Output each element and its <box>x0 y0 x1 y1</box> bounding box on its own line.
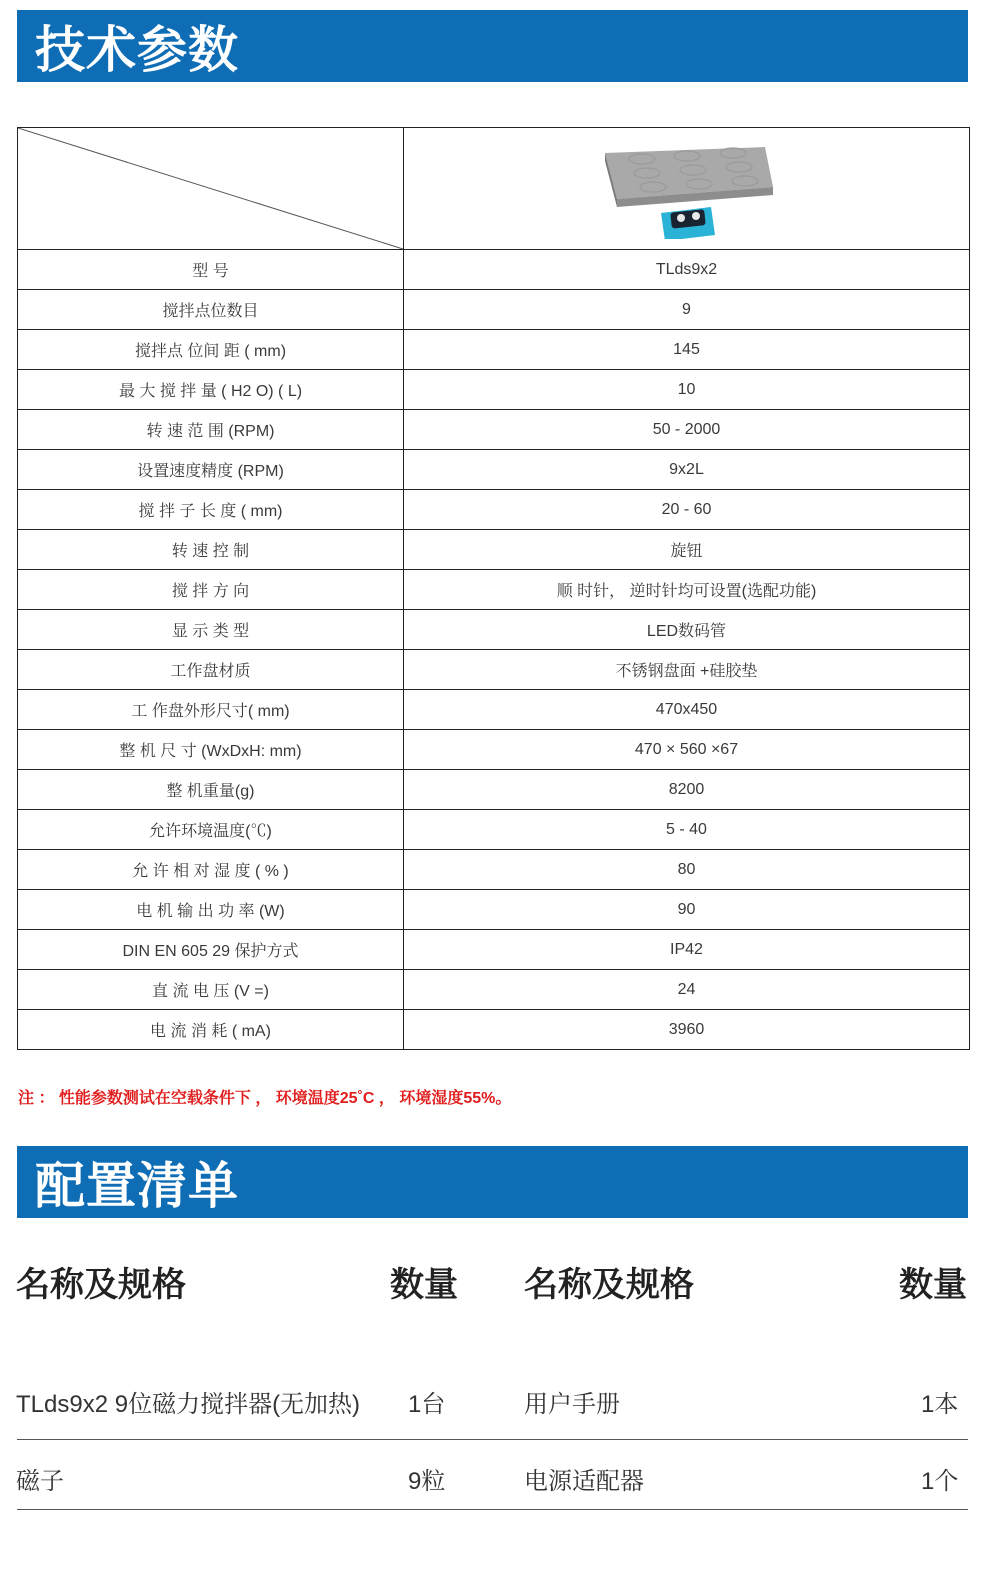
spec-row <box>18 410 970 450</box>
spec-label: 整 机 尺 寸 (WxDxH: mm) <box>18 730 404 770</box>
config-item-qty: 1个 <box>921 1468 959 1495</box>
section-title-specs: 技术参数 <box>35 21 239 79</box>
section-banner-config <box>17 1146 968 1218</box>
config-item-name: 磁子 <box>16 1468 64 1495</box>
spec-value: 8200 <box>404 770 970 810</box>
spec-label: 最 大 搅 拌 量 ( H2 O) ( L) <box>18 370 404 410</box>
spec-value: 90 <box>404 890 970 930</box>
spec-row <box>18 1010 970 1050</box>
spec-label: 搅 拌 子 长 度 ( mm) <box>18 490 404 530</box>
spec-value: 9x2L <box>404 450 970 490</box>
spec-value: 顺 时针， 逆时针均可设置(选配功能) <box>404 570 970 610</box>
config-row-divider <box>17 1439 968 1440</box>
magnetic-stirrer-image <box>587 139 787 239</box>
spec-value: 470 × 560 ×67 <box>404 730 970 770</box>
spec-value: 5 - 40 <box>404 810 970 850</box>
spec-value: LED数码管 <box>404 610 970 650</box>
spec-label: 搅拌点位数目 <box>18 290 404 330</box>
spec-row <box>18 330 970 370</box>
spec-value: 24 <box>404 970 970 1010</box>
config-header-name-left: 名称及规格 <box>16 1265 186 1305</box>
spec-value: 145 <box>404 330 970 370</box>
config-item-qty: 1本 <box>921 1391 959 1418</box>
spec-label: 直 流 电 压 (V =) <box>18 970 404 1010</box>
spec-label: 搅 拌 方 向 <box>18 570 404 610</box>
spec-row <box>18 450 970 490</box>
config-header-name-right: 名称及规格 <box>524 1265 694 1305</box>
spec-label: 转 速 范 围 (RPM) <box>18 410 404 450</box>
spec-label: 允许环境温度(℃) <box>18 810 404 850</box>
spec-row <box>18 850 970 890</box>
spec-row <box>18 730 970 770</box>
spec-value: 3960 <box>404 1010 970 1050</box>
config-item-name: 电源适配器 <box>524 1468 644 1495</box>
spec-row <box>18 770 970 810</box>
spec-value: 不锈钢盘面 +硅胶垫 <box>404 650 970 690</box>
spec-label: 搅拌点 位间 距 ( mm) <box>18 330 404 370</box>
spec-row <box>18 570 970 610</box>
product-image-cell <box>404 128 970 250</box>
spec-row <box>18 530 970 570</box>
config-item-qty: 1台 <box>408 1391 446 1418</box>
diagonal-header-cell <box>18 128 404 250</box>
test-condition-note: 注 ： 性能参数测试在空载条件下 ， 环境温度25˚C ， 环境湿度55%。 <box>18 1090 512 1107</box>
spec-label: 型 号 <box>18 250 404 290</box>
spec-label: 工 作盘外形尺寸( mm) <box>18 690 404 730</box>
spec-label: 设置速度精度 (RPM) <box>18 450 404 490</box>
spec-value: 9 <box>404 290 970 330</box>
spec-label: 显 示 类 型 <box>18 610 404 650</box>
spec-label: 电 流 消 耗 ( mA) <box>18 1010 404 1050</box>
section-banner-specs <box>17 10 968 82</box>
spec-value: IP42 <box>404 930 970 970</box>
config-header-qty-left: 数量 <box>390 1265 458 1305</box>
config-row-divider <box>17 1509 968 1510</box>
spec-value: 旋钮 <box>404 530 970 570</box>
spec-row <box>18 290 970 330</box>
section-title-config: 配置清单 <box>35 1157 239 1215</box>
spec-label: 转 速 控 制 <box>18 530 404 570</box>
spec-table-header-row <box>18 128 970 250</box>
spec-value: 470x450 <box>404 690 970 730</box>
spec-row <box>18 890 970 930</box>
diagonal-line <box>18 128 403 249</box>
spec-label: DIN EN 605 29 保护方式 <box>18 930 404 970</box>
config-item-name: TLds9x2 9位磁力搅拌器(无加热) <box>16 1391 361 1418</box>
spec-row <box>18 490 970 530</box>
config-item-name: 用户手册 <box>524 1391 620 1418</box>
spec-row <box>18 690 970 730</box>
spec-row <box>18 250 970 290</box>
spec-row <box>18 650 970 690</box>
spec-label: 整 机重量(g) <box>18 770 404 810</box>
spec-value: 80 <box>404 850 970 890</box>
spec-row <box>18 610 970 650</box>
spec-value: 10 <box>404 370 970 410</box>
spec-value: 50 - 2000 <box>404 410 970 450</box>
spec-row <box>18 370 970 410</box>
spec-label: 允 许 相 对 湿 度 ( % ) <box>18 850 404 890</box>
spec-row <box>18 970 970 1010</box>
spec-table <box>17 127 970 1050</box>
spec-label: 工作盘材质 <box>18 650 404 690</box>
spec-label: 电 机 输 出 功 率 (W) <box>18 890 404 930</box>
config-item-qty: 9粒 <box>408 1468 446 1495</box>
spec-value: TLds9x2 <box>404 250 970 290</box>
spec-row <box>18 810 970 850</box>
spec-value: 20 - 60 <box>404 490 970 530</box>
spec-row <box>18 930 970 970</box>
config-header-qty-right: 数量 <box>899 1265 967 1305</box>
